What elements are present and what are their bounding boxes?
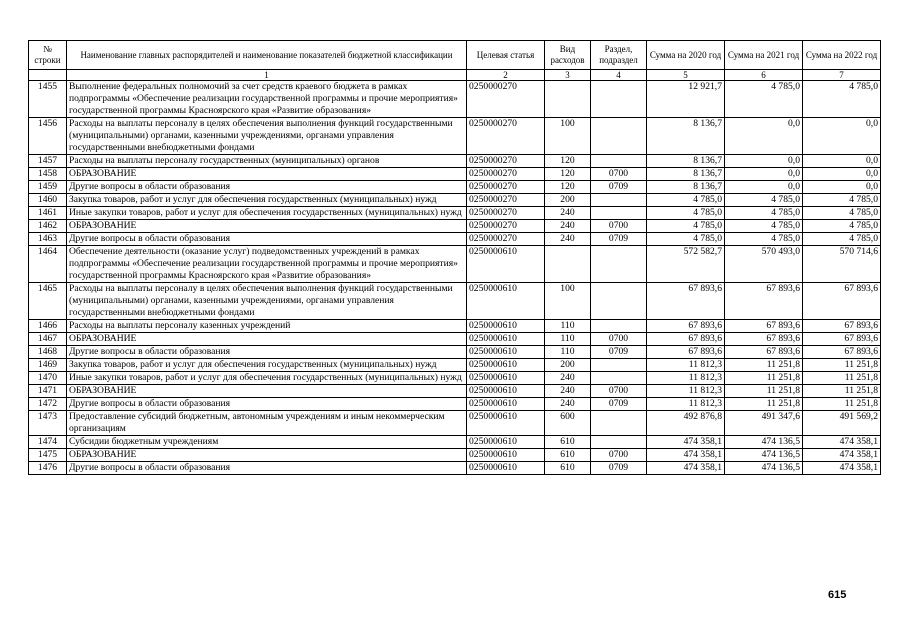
section-code xyxy=(591,372,647,385)
expense-type: 610 xyxy=(545,436,591,449)
header-row-no: № строки xyxy=(29,41,67,70)
table-row xyxy=(29,233,881,246)
target-article: 0250000610 xyxy=(467,462,545,475)
sum-2022: 4 785,0 xyxy=(803,220,881,233)
target-article: 0250000610 xyxy=(467,283,545,320)
sum-2020: 4 785,0 xyxy=(647,220,725,233)
sum-2020: 11 812,3 xyxy=(647,372,725,385)
row-name: Иные закупки товаров, работ и услуг для обеспечения государственных (муниципальных) нужд xyxy=(67,207,467,220)
sum-2021: 67 893,6 xyxy=(725,333,803,346)
column-number: 5 xyxy=(647,70,725,81)
row-name: Расходы на выплаты персоналу в целях обеспечения выполнения функций государственными (муниципальными) органами, казенными учреждениями, органами управления государственными внебюджетными фондами xyxy=(67,118,467,155)
row-name: Расходы на выплаты персоналу казенных учреждений xyxy=(67,320,467,333)
expense-type: 120 xyxy=(545,181,591,194)
expense-type: 240 xyxy=(545,220,591,233)
target-article: 0250000270 xyxy=(467,118,545,155)
expense-type: 110 xyxy=(545,320,591,333)
sum-2020: 67 893,6 xyxy=(647,320,725,333)
section-code xyxy=(591,320,647,333)
sum-2020: 4 785,0 xyxy=(647,233,725,246)
expense-type: 240 xyxy=(545,385,591,398)
table-row xyxy=(29,207,881,220)
section-code: 0709 xyxy=(591,233,647,246)
section-code xyxy=(591,283,647,320)
target-article: 0250000610 xyxy=(467,436,545,449)
row-number: 1473 xyxy=(29,411,67,436)
expense-type: 240 xyxy=(545,233,591,246)
row-name: Другие вопросы в области образования xyxy=(67,346,467,359)
expense-type xyxy=(545,81,591,118)
sum-2020: 492 876,8 xyxy=(647,411,725,436)
table-row xyxy=(29,436,881,449)
sum-2022: 67 893,6 xyxy=(803,283,881,320)
row-name: Предоставление субсидий бюджетным, автономным учреждениям и иным некоммерческим организациям xyxy=(67,411,467,436)
table-row xyxy=(29,81,881,118)
sum-2022: 11 251,8 xyxy=(803,372,881,385)
header-expense-type: Вид расходов xyxy=(545,41,591,70)
table-row xyxy=(29,411,881,436)
target-article: 0250000610 xyxy=(467,449,545,462)
sum-2021: 0,0 xyxy=(725,118,803,155)
sum-2021: 491 347,6 xyxy=(725,411,803,436)
table-row xyxy=(29,398,881,411)
target-article: 0250000610 xyxy=(467,320,545,333)
table-row xyxy=(29,333,881,346)
row-number: 1466 xyxy=(29,320,67,333)
section-code xyxy=(591,155,647,168)
table-body xyxy=(29,81,881,475)
header-target: Целевая статья xyxy=(467,41,545,70)
row-number: 1457 xyxy=(29,155,67,168)
row-name: ОБРАЗОВАНИЕ xyxy=(67,333,467,346)
row-number: 1465 xyxy=(29,283,67,320)
row-number: 1459 xyxy=(29,181,67,194)
sum-2020: 572 582,7 xyxy=(647,246,725,283)
sum-2021: 11 251,8 xyxy=(725,372,803,385)
sum-2021: 570 493,0 xyxy=(725,246,803,283)
table-row xyxy=(29,449,881,462)
table-row xyxy=(29,118,881,155)
expense-type: 100 xyxy=(545,118,591,155)
target-article: 0250000270 xyxy=(467,81,545,118)
header-sum-2022: Сумма на 2022 год xyxy=(803,41,881,70)
header-sum-2021: Сумма на 2021 год xyxy=(725,41,803,70)
sum-2020: 8 136,7 xyxy=(647,118,725,155)
sum-2022: 11 251,8 xyxy=(803,398,881,411)
sum-2022: 474 358,1 xyxy=(803,436,881,449)
section-code: 0700 xyxy=(591,333,647,346)
column-number: 2 xyxy=(467,70,545,81)
row-name: Другие вопросы в области образования xyxy=(67,462,467,475)
target-article: 0250000270 xyxy=(467,181,545,194)
expense-type: 600 xyxy=(545,411,591,436)
section-code xyxy=(591,359,647,372)
section-code: 0700 xyxy=(591,220,647,233)
row-number: 1462 xyxy=(29,220,67,233)
header-row xyxy=(29,41,881,70)
expense-type: 100 xyxy=(545,283,591,320)
expense-type: 110 xyxy=(545,333,591,346)
column-number: 3 xyxy=(545,70,591,81)
target-article: 0250000610 xyxy=(467,385,545,398)
page-number: 615 xyxy=(828,589,847,601)
sum-2020: 4 785,0 xyxy=(647,194,725,207)
expense-type xyxy=(545,246,591,283)
expense-type: 200 xyxy=(545,194,591,207)
row-number: 1458 xyxy=(29,168,67,181)
row-name: ОБРАЗОВАНИЕ xyxy=(67,220,467,233)
sum-2022: 67 893,6 xyxy=(803,346,881,359)
sum-2022: 0,0 xyxy=(803,118,881,155)
row-number: 1460 xyxy=(29,194,67,207)
sum-2022: 474 358,1 xyxy=(803,462,881,475)
table-row xyxy=(29,181,881,194)
table-row xyxy=(29,462,881,475)
target-article: 0250000610 xyxy=(467,346,545,359)
sum-2022: 4 785,0 xyxy=(803,207,881,220)
row-number: 1467 xyxy=(29,333,67,346)
table-row xyxy=(29,385,881,398)
section-code xyxy=(591,207,647,220)
sum-2021: 0,0 xyxy=(725,181,803,194)
sum-2022: 0,0 xyxy=(803,181,881,194)
row-name: ОБРАЗОВАНИЕ xyxy=(67,449,467,462)
column-number: 7 xyxy=(803,70,881,81)
expense-type: 240 xyxy=(545,398,591,411)
sum-2020: 67 893,6 xyxy=(647,333,725,346)
sum-2021: 4 785,0 xyxy=(725,207,803,220)
sum-2020: 11 812,3 xyxy=(647,398,725,411)
sum-2022: 570 714,6 xyxy=(803,246,881,283)
row-name: Обеспечение деятельности (оказание услуг) подведомственных учреждений в рамках подпрограммы «Обеспечение реализации государственной программы и прочие мероприятия» государственной программы Красноярского края «Развитие образования» xyxy=(67,246,467,283)
section-code: 0709 xyxy=(591,181,647,194)
sum-2020: 12 921,7 xyxy=(647,81,725,118)
sum-2022: 474 358,1 xyxy=(803,449,881,462)
row-name: Другие вопросы в области образования xyxy=(67,398,467,411)
target-article: 0250000610 xyxy=(467,359,545,372)
sum-2021: 11 251,8 xyxy=(725,385,803,398)
target-article: 0250000610 xyxy=(467,398,545,411)
row-name: Выполнение федеральных полномочий за счет средств краевого бюджета в рамках подпрограммы «Обеспечение реализации государственной программы и прочие мероприятия» государственной программы Красноярского края «Развитие образования» xyxy=(67,81,467,118)
table-row xyxy=(29,194,881,207)
target-article: 0250000270 xyxy=(467,207,545,220)
row-number: 1474 xyxy=(29,436,67,449)
section-code: 0709 xyxy=(591,398,647,411)
table-row xyxy=(29,155,881,168)
sum-2022: 491 569,2 xyxy=(803,411,881,436)
row-number: 1463 xyxy=(29,233,67,246)
row-name: Иные закупки товаров, работ и услуг для обеспечения государственных (муниципальных) нужд xyxy=(67,372,467,385)
sum-2020: 11 812,3 xyxy=(647,385,725,398)
section-code: 0700 xyxy=(591,168,647,181)
section-code: 0700 xyxy=(591,385,647,398)
row-name: ОБРАЗОВАНИЕ xyxy=(67,168,467,181)
row-name: Закупка товаров, работ и услуг для обеспечения государственных (муниципальных) нужд xyxy=(67,194,467,207)
target-article: 0250000270 xyxy=(467,194,545,207)
sum-2020: 8 136,7 xyxy=(647,155,725,168)
row-number: 1476 xyxy=(29,462,67,475)
sum-2021: 4 785,0 xyxy=(725,194,803,207)
row-name: Другие вопросы в области образования xyxy=(67,181,467,194)
table-row xyxy=(29,220,881,233)
sum-2021: 4 785,0 xyxy=(725,81,803,118)
target-article: 0250000270 xyxy=(467,220,545,233)
expense-type: 240 xyxy=(545,207,591,220)
header-sum-2020: Сумма на 2020 год xyxy=(647,41,725,70)
target-article: 0250000270 xyxy=(467,155,545,168)
table-row xyxy=(29,246,881,283)
sum-2022: 4 785,0 xyxy=(803,194,881,207)
row-number: 1455 xyxy=(29,81,67,118)
expense-type: 610 xyxy=(545,449,591,462)
sum-2022: 4 785,0 xyxy=(803,233,881,246)
budget-table xyxy=(28,40,881,475)
table-row xyxy=(29,346,881,359)
row-name: Субсидии бюджетным учреждениям xyxy=(67,436,467,449)
expense-type: 200 xyxy=(545,359,591,372)
sum-2022: 67 893,6 xyxy=(803,333,881,346)
expense-type: 120 xyxy=(545,168,591,181)
table-row xyxy=(29,283,881,320)
sum-2020: 474 358,1 xyxy=(647,436,725,449)
row-number: 1475 xyxy=(29,449,67,462)
sum-2022: 0,0 xyxy=(803,168,881,181)
section-code: 0709 xyxy=(591,462,647,475)
sum-2020: 8 136,7 xyxy=(647,168,725,181)
sum-2020: 67 893,6 xyxy=(647,346,725,359)
sum-2022: 4 785,0 xyxy=(803,81,881,118)
table-row xyxy=(29,372,881,385)
target-article: 0250000610 xyxy=(467,246,545,283)
table-row xyxy=(29,320,881,333)
row-name: Расходы на выплаты персоналу в целях обеспечения выполнения функций государственными (муниципальными) органами, казенными учреждениями, органами управления государственными внебюджетными фондами xyxy=(67,283,467,320)
section-code xyxy=(591,246,647,283)
row-number: 1472 xyxy=(29,398,67,411)
expense-type: 610 xyxy=(545,462,591,475)
header-name: Наименование главных распорядителей и наименование показателей бюджетной классификации xyxy=(67,41,467,70)
header-section: Раздел, подраздел xyxy=(591,41,647,70)
column-number: 1 xyxy=(67,70,467,81)
sum-2021: 67 893,6 xyxy=(725,320,803,333)
sum-2021: 67 893,6 xyxy=(725,283,803,320)
section-code xyxy=(591,436,647,449)
table-row xyxy=(29,359,881,372)
row-number: 1469 xyxy=(29,359,67,372)
sum-2021: 4 785,0 xyxy=(725,220,803,233)
row-number: 1471 xyxy=(29,385,67,398)
row-number: 1456 xyxy=(29,118,67,155)
target-article: 0250000270 xyxy=(467,233,545,246)
sum-2022: 11 251,8 xyxy=(803,385,881,398)
sum-2020: 11 812,3 xyxy=(647,359,725,372)
column-number: 6 xyxy=(725,70,803,81)
sum-2021: 0,0 xyxy=(725,168,803,181)
sum-2021: 11 251,8 xyxy=(725,359,803,372)
column-number-row xyxy=(29,70,881,81)
expense-type: 120 xyxy=(545,155,591,168)
sum-2021: 4 785,0 xyxy=(725,233,803,246)
target-article: 0250000610 xyxy=(467,333,545,346)
section-code xyxy=(591,118,647,155)
expense-type: 110 xyxy=(545,346,591,359)
table-row xyxy=(29,168,881,181)
row-number: 1464 xyxy=(29,246,67,283)
row-name: Другие вопросы в области образования xyxy=(67,233,467,246)
sum-2021: 11 251,8 xyxy=(725,398,803,411)
section-code: 0700 xyxy=(591,449,647,462)
sum-2022: 67 893,6 xyxy=(803,320,881,333)
sum-2020: 474 358,1 xyxy=(647,449,725,462)
section-code xyxy=(591,194,647,207)
target-article: 0250000610 xyxy=(467,411,545,436)
section-code xyxy=(591,411,647,436)
row-name: Закупка товаров, работ и услуг для обеспечения государственных (муниципальных) нужд xyxy=(67,359,467,372)
sum-2021: 474 136,5 xyxy=(725,462,803,475)
row-name: Расходы на выплаты персоналу государственных (муниципальных) органов xyxy=(67,155,467,168)
sum-2022: 11 251,8 xyxy=(803,359,881,372)
sum-2021: 474 136,5 xyxy=(725,449,803,462)
sum-2020: 4 785,0 xyxy=(647,207,725,220)
section-code xyxy=(591,81,647,118)
expense-type: 240 xyxy=(545,372,591,385)
sum-2020: 67 893,6 xyxy=(647,283,725,320)
row-name: ОБРАЗОВАНИЕ xyxy=(67,385,467,398)
section-code: 0709 xyxy=(591,346,647,359)
sum-2020: 474 358,1 xyxy=(647,462,725,475)
sum-2021: 67 893,6 xyxy=(725,346,803,359)
row-number: 1468 xyxy=(29,346,67,359)
sum-2021: 474 136,5 xyxy=(725,436,803,449)
column-number xyxy=(29,70,67,81)
sum-2022: 0,0 xyxy=(803,155,881,168)
target-article: 0250000270 xyxy=(467,168,545,181)
row-number: 1470 xyxy=(29,372,67,385)
sum-2020: 8 136,7 xyxy=(647,181,725,194)
column-number: 4 xyxy=(591,70,647,81)
row-number: 1461 xyxy=(29,207,67,220)
sum-2021: 0,0 xyxy=(725,155,803,168)
target-article: 0250000610 xyxy=(467,372,545,385)
